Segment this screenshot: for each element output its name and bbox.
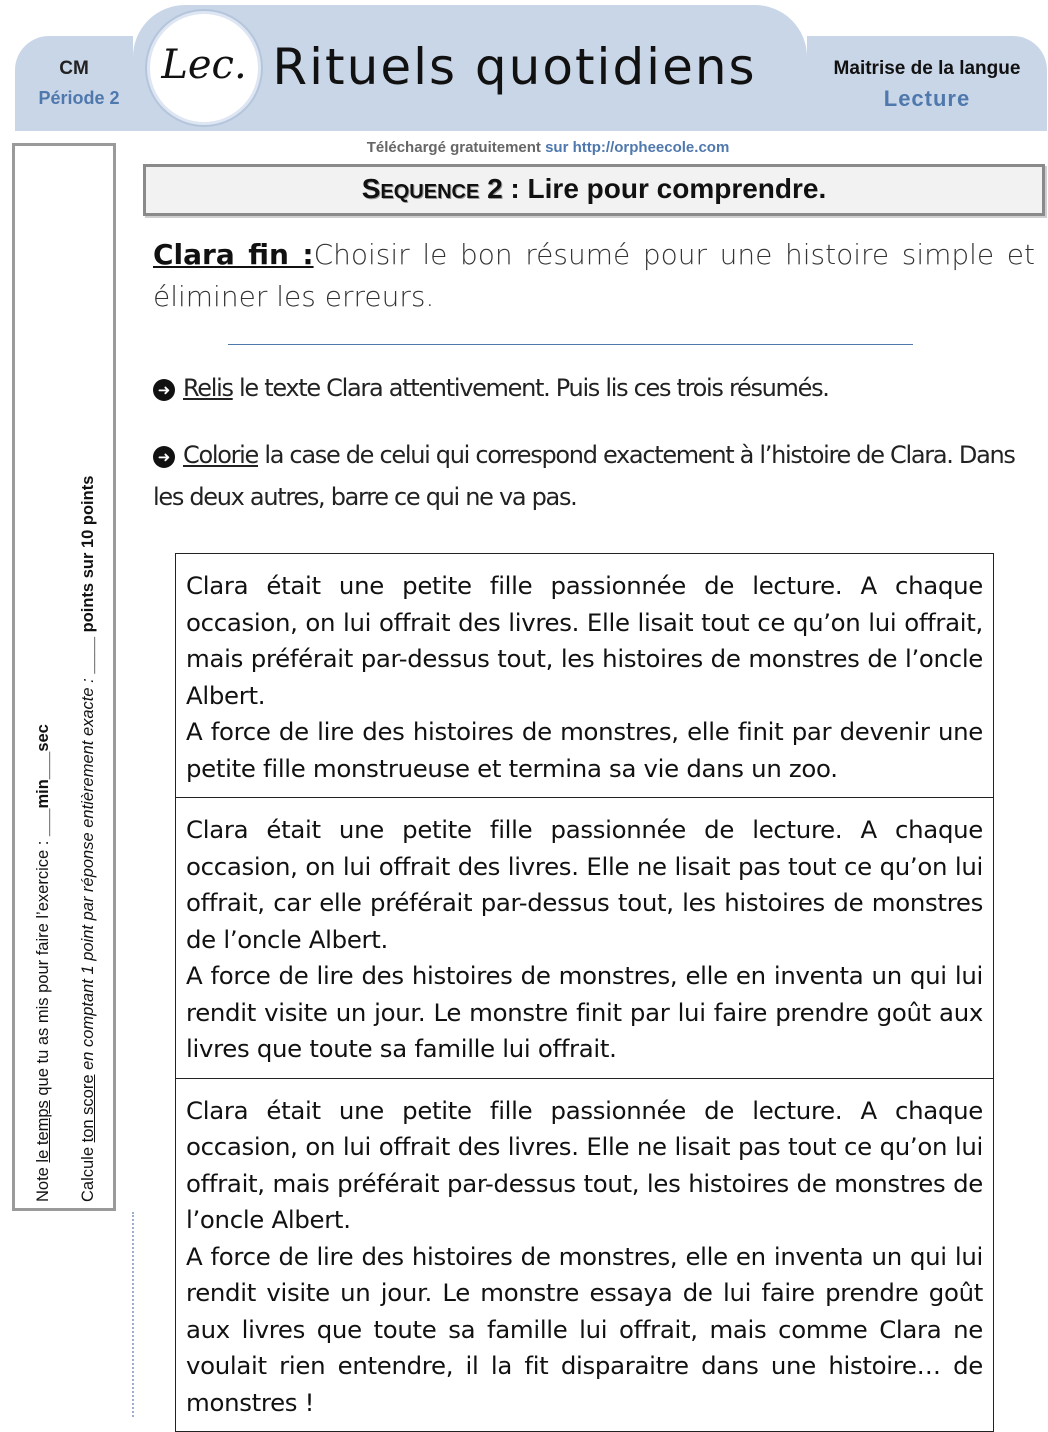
summary-text: A force de lire des histoires de monstres, elle en inventa un qui lui rendit visite un jour. Le monstre essaya de lui faire prendre goût aux livres que toute sa famille lui offrait, mais comme Clara ne voulait rien entendre, il la fit disparaitre dans une histoire… de monstres !	[186, 1241, 983, 1417]
time-blank[interactable]: ___min___sec	[34, 724, 52, 837]
objective-text: Choisir le bon résumé pour une histoire simple et éliminer les erreurs.	[153, 238, 1035, 313]
margin-dotted-line	[132, 1212, 134, 1417]
download-line	[133, 139, 963, 156]
summary-text: A force de lire des histoires de monstres, elle en inventa un qui lui rendit visite un jour. Le monstre finit par lui faire prendre goût aux livres que toute sa famille lui offrait.	[186, 961, 983, 1063]
summary-text: A force de lire des histoires de monstres, elle finit par devenir une petite fille monstrueuse et termina sa vie dans un zoo.	[186, 717, 983, 783]
arrow-right-icon: ➜	[153, 446, 175, 468]
score-note-text: Calcule ton score en comptant 1 point par réponse entièrement exacte : ____ points sur 10 points	[79, 475, 97, 1202]
summary-text: Clara était une petite fille passionnée de lecture. A chaque occasion, on lui offrait des livres. Elle ne lisait pas tout ce qu’on lui offrait, car elle préférait par-dessus tout, les histoires de monstres de l’oncle Albert.	[186, 815, 983, 954]
summary-text: Clara était une petite fille passionnée de lecture. A chaque occasion, on lui offrait des livres. Elle ne lisait pas tout ce qu’on lui offrait, mais préférait par-dessus tout, les histoires de monstres de l’oncle Albert.	[186, 1095, 983, 1234]
summary-box-2[interactable]	[176, 798, 993, 1079]
objective-label: Clara fin :	[153, 238, 314, 271]
subject-label: Maitrise de la langue	[833, 58, 1021, 79]
summaries-table	[175, 553, 994, 1432]
instruction-verb: Relis	[183, 374, 233, 402]
download-link[interactable]: http://orpheecole.com	[572, 139, 730, 156]
separator-line	[228, 344, 913, 345]
download-prefix: Téléchargé gratuitement	[366, 139, 541, 156]
instruction-1: ➜ Relis le texte Clara attentivement. Puis lis ces trois résumés.	[153, 367, 1035, 409]
page-title: Rituels quotidiens	[272, 38, 757, 96]
download-sur: sur	[545, 139, 569, 156]
lec-logo-text: Lec.	[161, 42, 247, 88]
objective-paragraph	[153, 234, 1035, 318]
instruction-verb: Colorie	[183, 441, 258, 469]
sequence-subtitle: Lire pour comprendre.	[527, 173, 827, 204]
summary-text: Clara était une petite fille passionnée de lecture. A chaque occasion, on lui offrait des livres. Elle lisait tout ce qu’on lui offrait, mais préférait par-dessus tout, les histoires de monstres de l’oncle Albert.	[186, 571, 983, 710]
sequence-label: Sequence 2	[361, 173, 503, 204]
instruction-2: ➜ Colorie la case de celui qui correspond exactement à l’histoire de Clara. Dans les deux autres, barre ce qui ne va pas.	[153, 441, 1015, 511]
header-left-tab	[15, 36, 133, 131]
time-note-text: Note le temps que tu as mis pour faire l’exercice : ___min___sec	[34, 724, 52, 1202]
period-label: Période 2	[38, 88, 120, 108]
score-time-panel	[12, 143, 116, 1211]
arrow-right-icon: ➜	[153, 379, 175, 401]
summary-box-1[interactable]	[176, 554, 993, 798]
score-blank[interactable]: ____ points sur 10 points	[79, 475, 97, 674]
summary-box-3[interactable]	[176, 1079, 993, 1432]
header-right-tab	[807, 36, 1047, 131]
class-level: CM	[59, 58, 89, 79]
sequence-title: Sequence 2 : Lire pour comprendre.	[361, 173, 827, 204]
subject-sublabel: Lecture	[883, 86, 971, 111]
